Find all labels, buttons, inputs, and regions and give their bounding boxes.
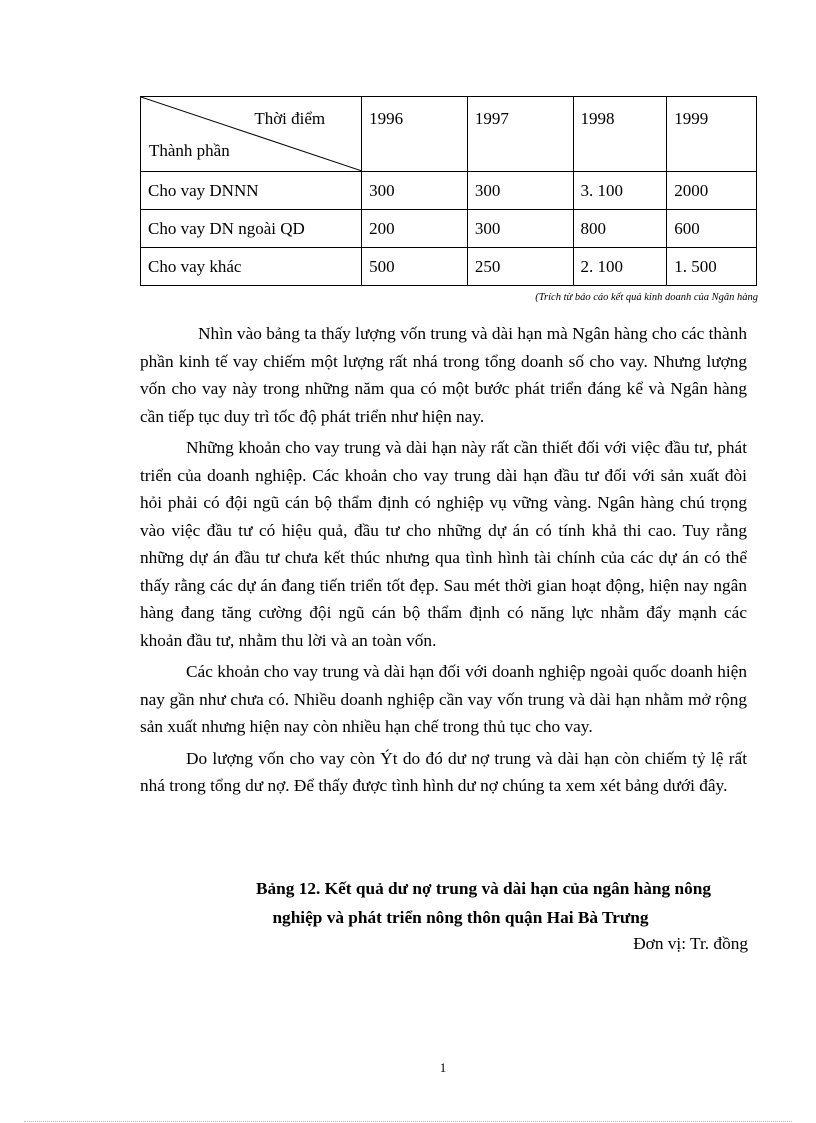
- row-label: Cho vay khác: [141, 248, 362, 286]
- table-cell: 300: [362, 172, 468, 210]
- page-bottom-divider: [24, 1121, 792, 1122]
- table-cell: 2000: [667, 172, 757, 210]
- page-number: 1: [439, 1060, 447, 1075]
- source-note: (Trích từ báo cáo kết quả kinh doanh của Ngân hàng: [535, 292, 758, 303]
- table-row: [141, 210, 757, 248]
- table-row: [141, 248, 757, 286]
- year-header: 1999: [667, 97, 757, 172]
- table-caption: [140, 874, 747, 932]
- year-header: 1997: [467, 97, 573, 172]
- year-header: 1998: [573, 97, 667, 172]
- table-cell: 300: [467, 210, 573, 248]
- table-cell: 300: [467, 172, 573, 210]
- table-cell: 1. 500: [667, 248, 757, 286]
- table-row: [141, 172, 757, 210]
- loan-table: [140, 96, 757, 286]
- year-header: 1996: [362, 97, 468, 172]
- table-cell: 800: [573, 210, 667, 248]
- caption-line-2: nghiệp và phát triển nông thôn quận Hai Bà Trưng: [272, 908, 649, 927]
- body-text: [140, 320, 747, 804]
- table-cell: 3. 100: [573, 172, 667, 210]
- unit-label: Đơn vị: Tr. đồng: [633, 934, 748, 953]
- diagonal-header-cell: [141, 97, 362, 172]
- table-cell: 200: [362, 210, 468, 248]
- table-cell: 600: [667, 210, 757, 248]
- paragraph: Do lượng vốn cho vay còn Ýt do đó dư nợ trung và dài hạn còn chiếm tỷ lệ rất nhá trong tổng dư nợ. Để thấy được tình hình dư nợ chúng ta xem xét bảng dưới đây.: [140, 748, 747, 795]
- table-header-row: [141, 97, 757, 172]
- header-component-label: Thành phần: [149, 141, 230, 160]
- table-cell: 250: [467, 248, 573, 286]
- header-time-label: Thời điểm: [254, 109, 326, 128]
- paragraph: Nhìn vào bảng ta thấy lượng vốn trung và dài hạn mà Ngân hàng cho các thành phần kinh tế vay chiếm một lượng rất nhá trong tổng doanh số cho vay. Nhưng lượng vốn cho vay này trong những năm qua có một bước phát triển đáng kể và Ngân hàng cần tiếp tục duy trì tốc độ phát triển như hiện nay.: [140, 324, 747, 426]
- table-cell: 500: [362, 248, 468, 286]
- paragraph: Những khoản cho vay trung và dài hạn này rất cần thiết đối với việc đầu tư, phát triển của doanh nghiệp. Các khoản cho vay trung dài hạn đầu tư đối với sản xuất đòi hỏi phải có đội ngũ cán bộ thẩm định có nghiệp vụ vững vàng. Ngân hàng chú trọng vào việc đầu tư có hiệu quả, đầu tư cho những dự án có tính khả thi cao. Tuy rằng những dự án đầu tư chưa kết thúc nhưng qua tình hình tài chính của các dự án có thể thấy rằng các dự án đang tiến triển tốt đẹp. Sau mét thời gian hoạt động, hiện nay ngân hàng đang tăng cường đội ngũ cán bộ thẩm định có năng lực nhằm đẩy mạnh các khoản đầu tư, nhằm thu lời và an toàn vốn.: [140, 438, 747, 650]
- caption-line-1: Bảng 12. Kết quả dư nợ trung và dài hạn của ngân hàng nông: [256, 879, 711, 898]
- table-cell: 2. 100: [573, 248, 667, 286]
- row-label: Cho vay DN ngoài QD: [141, 210, 362, 248]
- row-label: Cho vay DNNN: [141, 172, 362, 210]
- paragraph: Các khoản cho vay trung và dài hạn đối với doanh nghiệp ngoài quốc doanh hiện nay gần như chưa có. Nhiều doanh nghiệp cần vay vốn trung và dài hạn nhằm mở rộng sản xuất nhưng hiện nay còn nhiều hạn chế trong thủ tục cho vay.: [140, 662, 747, 736]
